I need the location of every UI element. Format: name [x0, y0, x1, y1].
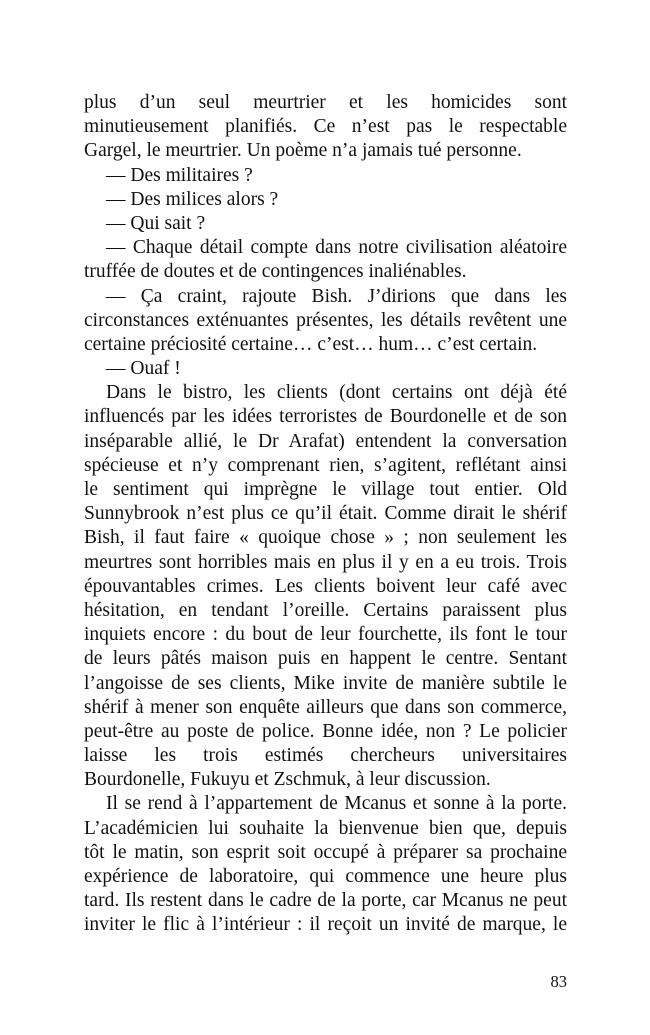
text-line: minutieusement planifiés. Ce n’est pas le respectable [84, 116, 567, 138]
dialogue-line: — Ça craint, rajoute Bish. J’dirions que dans les [106, 285, 567, 307]
text-line: épouvantables crimes. Les clients boivent leur café avec [84, 575, 567, 597]
text-line: hésitation, en tendant l’oreille. Certains paraissent plus [84, 599, 567, 621]
text-line: Sunnybrook n’est plus ce qu’il était. Comme dirait le shérif [84, 503, 567, 525]
dialogue-line: — Des militaires ? [106, 164, 253, 186]
text-line: shérif à mener son enquête ailleurs que dans son commerce, [84, 696, 567, 718]
text-line: Bourdonelle, Fukuyu et Zschmuk, à leur discussion. [84, 769, 491, 791]
text-line: expérience de laboratoire, qui commence une heure plus [84, 866, 567, 887]
text-line: circonstances exténuantes présentes, les détails revêtent une [84, 309, 567, 331]
text-line: L’académicien lui souhaite la bienvenue bien que, depuis [84, 817, 567, 839]
paragraph-first-line: Dans le bistro, les clients (dont certains ont déjà été [106, 382, 567, 404]
text-line: laisse les trois estimés chercheurs universitaires [84, 745, 567, 767]
text-line: truffée de doutes et de contingences inaliénables. [84, 261, 467, 283]
body-text [84, 91, 567, 938]
text-line: spécieuse et n’y comprenant rien, s’agitent, reflétant ainsi [84, 454, 567, 476]
text-line: meurtres sont horribles mais en plus il y en a eu trois. Trois [84, 551, 567, 573]
page-number: 83 [550, 972, 567, 991]
text-line: plus d’un seul meurtrier et les homicides sont [84, 92, 567, 113]
text-line: le sentiment qui imprègne le village tout entier. Old [84, 479, 567, 500]
text-line: tôt le matin, son esprit soit occupé à préparer sa prochaine [84, 841, 567, 863]
text-line: tard. Ils restent dans le cadre de la porte, car Mcanus ne peut [84, 890, 567, 912]
text-line: inviter le flic à l’intérieur : il reçoit un invité de marque, le [84, 914, 567, 936]
text-line: certaine préciosité certaine… c’est… hum… c’est certain. [84, 333, 538, 355]
text-line: Gargel, le meurtrier. Un poème n’a jamais tué personne. [84, 140, 522, 162]
text-line: inquiets encore : du bout de leur fourchette, ils font le tour [84, 624, 567, 646]
dialogue-line: — Chaque détail compte dans notre civilisation aléatoire [106, 237, 567, 259]
text-line: peut-être au poste de police. Bonne idée, non ? Le policier [84, 720, 567, 742]
dialogue-line: — Ouaf ! [106, 358, 181, 380]
dialogue-line: — Des milices alors ? [106, 188, 279, 210]
text-line: de leurs pâtés maison puis en happent le centre. Sentant [84, 648, 567, 670]
text-line: Bish, il faut faire « quoique chose » ; non seulement les [84, 527, 567, 549]
text-line: inséparable allié, le Dr Arafat) entendent la conversation [84, 430, 567, 452]
text-line: influencés par les idées terroristes de Bourdonelle et de son [84, 406, 567, 428]
text-line: l’angoisse de ses clients, Mike invite de manière subtile le [84, 672, 567, 694]
dialogue-line: — Qui sait ? [106, 212, 206, 234]
paragraph-first-line: Il se rend à l’appartement de Mcanus et sonne à la porte. [106, 793, 567, 815]
